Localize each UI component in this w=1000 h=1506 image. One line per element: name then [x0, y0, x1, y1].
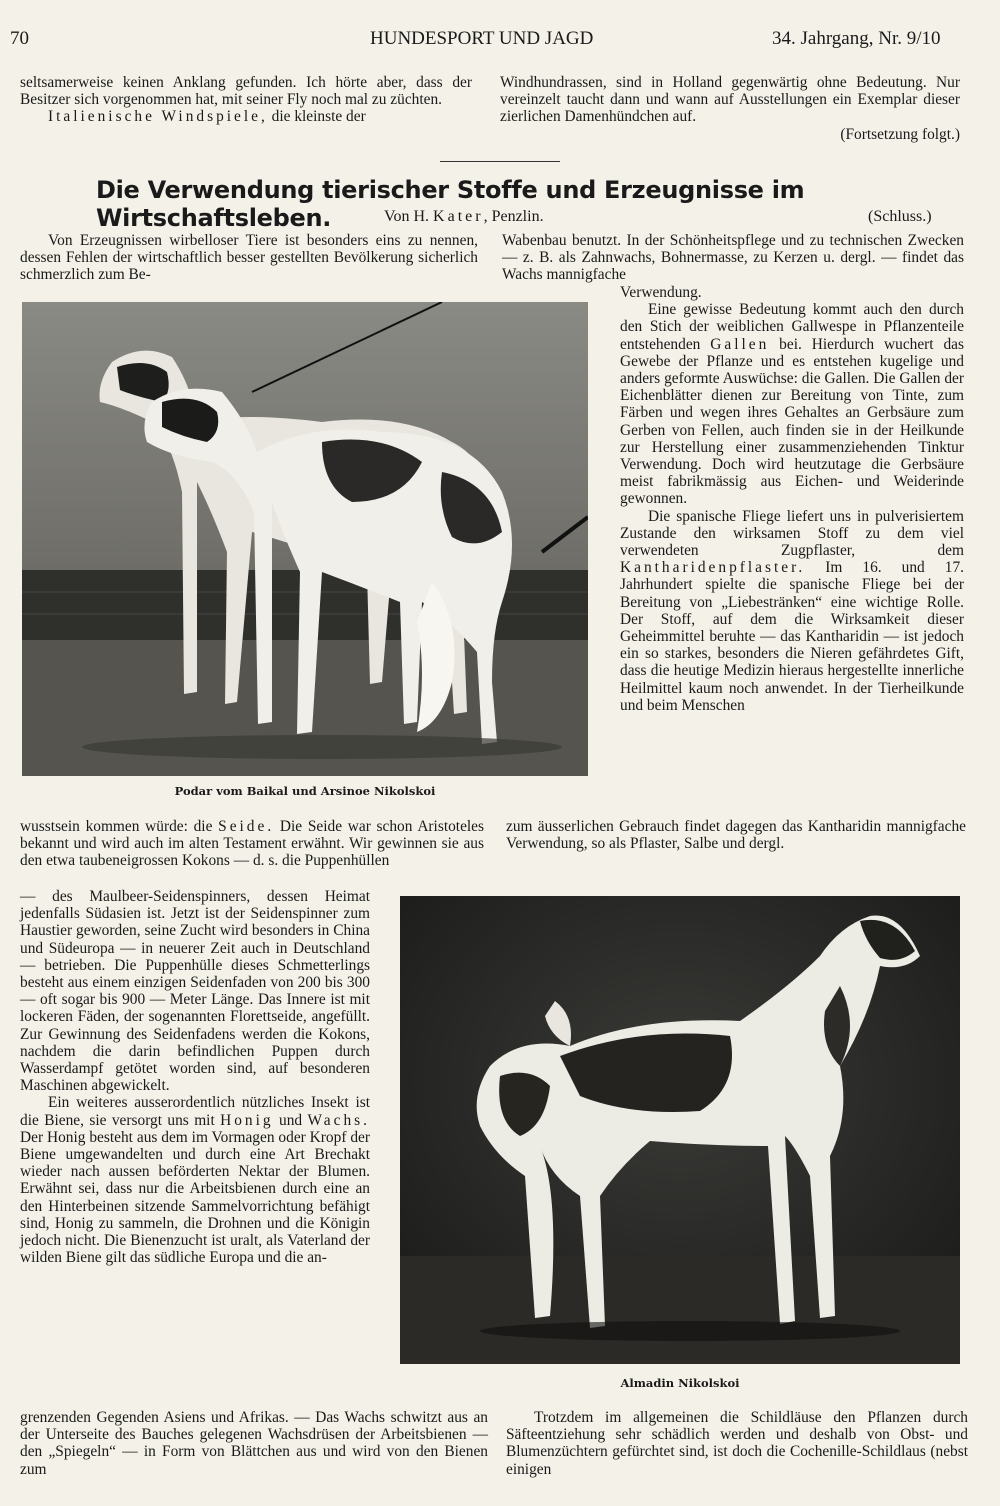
bottom-right [506, 1409, 968, 1478]
right-para-1: Verwendung. [620, 284, 702, 301]
author-name: Kater [433, 208, 484, 225]
journal-title: HUNDESPORT UND JAGD [370, 28, 594, 49]
galls-emphasis: Gallen [710, 335, 770, 353]
honey-emphasis: Honig [220, 1111, 274, 1129]
scale-insect-paragraph: Trotzdem im allgemeinen die Schildläuse den Pflanzen durch Säfteentziehung sehr schädlich werden und deshalb von Obst- und Blumenzüchtern gefürchtet sind, ist doch die Cochenille-Schildlaus (nebst einigen [506, 1409, 968, 1478]
bee-and: und [273, 1111, 308, 1129]
wax-paragraph: grenzenden Gegenden Asiens und Afrikas. — Das Wachs schwitzt aus an der Unterseite des Bauches gelegenen Wachsdrüsen der Arbeitsbienen — den „Spiegeln“ — in Form von Blättchen aus und wird von den Bienen zum [20, 1409, 488, 1478]
top-left-emphasis-rest: die kleinste der [267, 108, 366, 126]
continued-note: (Fortsetzung folgt.) [840, 125, 960, 143]
top-right-column [500, 74, 960, 143]
top-left-column [20, 74, 472, 126]
section-divider [440, 161, 560, 162]
fly-text-b: Im 16. und 17. Jahrhundert spielte die spanische Fliege bei der Bereitung von „Liebestränken“ eine wichtige Rolle. Der Stoff, auf dem die Wirksamkeit dieser Geheimmittel beruhte — das Kantharidin — ist jedoch ein so starkes, besonders die Nieren gefährdetes Gift, dass die heutige Medizin hieraus hergestellte innerliche Heilmittel kaum noch anwendet. In der Tierheilkunde und beim Menschen [620, 559, 964, 714]
bee-text-a: Ein weiteres ausserordentlich nützliches Insekt ist die Biene, sie versorgt uns mit [20, 1094, 370, 1129]
conclusion-note: (Schluss.) [868, 208, 932, 225]
silk-paragraph: — des Maulbeer-Seidenspinners, dessen Heimat jedenfalls Südasien ist. Jetzt ist der Seidenspinner zum Haustier geworden, seine Zucht wird besonders in China und Südeuropa — in neuerer Zeit auch in Deutschland — betrieben. Die Puppenhülle dieses Schmetterlings besteht aus einem einzigen Seidenfaden von 200 bis 300 — oft sogar bis 900 — Meter Länge. Das Innere ist mit lockeren Fäden, der sogenannten Florettseide, angefüllt. Zur Gewinnung des Seidenfadens werden die Kokons, nachdem die darin befindlichen Puppen durch Wasserdampf getötet worden sind, auf besonderen Maschinen abgewickelt. [20, 888, 370, 1095]
top-left-emphasis: Italienische Windspiele, [48, 108, 268, 126]
author-line [384, 208, 544, 226]
borzoi-image [400, 896, 960, 1364]
intro-left-paragraph: Von Erzeugnissen wirbelloser Tiere ist besonders eins zu nennen, dessen Fehlen der wirtschaftlich besser gestellten Bevölkerung sicherlich schmerzlich zum Be- [20, 232, 478, 284]
photo1-caption: Podar vom Baikal und Arsinoe Nikolskoi [174, 784, 436, 798]
photo2-caption: Almadin Nikolskoi [620, 1376, 740, 1390]
photo-single-borzoi [400, 896, 960, 1364]
cantharidin-end-paragraph: zum äusserlichen Gebrauch findet dagegen das Kantharidin mannigfache Verwendung, so als Pflaster, Salbe und dergl. [506, 818, 966, 853]
intro-right [502, 232, 964, 284]
article-title: Die Verwendung tierischer Stoffe und Erzeugnisse im Wirtschaftsleben. [96, 176, 805, 232]
silk-intro-paragraph [20, 818, 484, 870]
cantharidin-end [506, 818, 966, 852]
silk-emphasis: Seide. [218, 818, 275, 835]
silk-intro-b: Die Seide war schon Aristoteles bekannt und wird auch im alten Testament erwähnt. Wir gewinnen sie aus den etwa taubeneigrossen Kokons — d. s. die Puppenhüllen [20, 818, 484, 870]
right-para-2 [620, 301, 964, 507]
galls-text-a: Eine gewisse Bedeutung kommt auch den durch den Stich der weiblichen Gallwespe in Pflanzenteile entstehenden [620, 301, 964, 353]
wax-emphasis: Wachs. [307, 1111, 370, 1129]
right-column-main [620, 284, 964, 714]
bottom-left [20, 1409, 488, 1478]
bee-paragraph [20, 1094, 370, 1266]
silk-intro [20, 818, 484, 870]
galls-text-b: bei. Hierdurch wuchert das Gewebe der Pflanze und es entstehen kugelige und anders geformte Auswüchse: die Gallen. Die Gallen der Eichenblätter dienen zur Bereitung von Tinte, zum Färben und wegen ihres Gehaltes an Gerbsäure zum Gerben von Fellen, auch finden sie in der Heilkunde zur Herstellung einer zusammenziehenden Tinktur Verwendung. Doch wird heutzutage die Gerbsäure meist fabrikmässig aus Eichen- und Weiderinde gewonnen. [620, 335, 964, 508]
top-left-paragraph-2 [20, 108, 472, 125]
top-left-text: seltsamerweise keinen Anklang gefunden. Ich hörte aber, dass der Besitzer sich vorgenommen hat, mit seiner Fly noch mal zu züchten. [20, 74, 472, 109]
fly-emphasis: Kantharidenpflaster. [620, 559, 806, 577]
author-place: , Penzlin. [483, 208, 544, 225]
author-prefix: Von H. [384, 208, 434, 225]
top-left-paragraph [20, 74, 472, 108]
issue-info: 34. Jahrgang, Nr. 9/10 [772, 28, 941, 49]
intro-left [20, 232, 478, 284]
intro-right-paragraph: Wabenbau benutzt. In der Schönheitspflege und zu technischen Zwecken — z. B. als Zahnwachs, Bohnermasse, zu Kerzen u. dergl. — findet das Wachs mannigfache [502, 232, 964, 284]
left-column-lower [20, 888, 370, 1266]
right-para-3 [620, 508, 964, 714]
borzoi-pair-image [22, 302, 588, 776]
photo-two-borzois [22, 302, 588, 776]
top-right-paragraph: Windhundrassen, sind in Holland gegenwärtig ohne Bedeutung. Nur vereinzelt taucht dann und wann auf Ausstellungen ein Exemplar dieser zierlichen Damenhündchen auf. [500, 74, 960, 126]
fly-text-a: Die spanische Fliege liefert uns in pulverisiertem Zustande den wirksamen Stoff zu dem viel verwendeten Zugpflaster, dem [620, 507, 964, 560]
bee-text-b: Der Honig besteht aus dem im Vormagen oder Kropf der Biene umgewandelten und durch eine Art Brechakt wieder nach aussen beförderten Nektar der Blumen. Erwähnt sei, dass nur die Arbeitsbienen durch eine an den Hinterbeinen sitzende Sammelvorrichtung befähigt sind, Honig zu sammeln, die Drohnen und die Königin jedoch nicht. Die Bienenzucht ist uralt, als Vaterland der wilden Biene gilt das südliche Europa und die an- [20, 1128, 370, 1267]
page-number: 70 [10, 28, 29, 49]
silk-intro-a: wusstsein kommen würde: die [20, 818, 219, 835]
